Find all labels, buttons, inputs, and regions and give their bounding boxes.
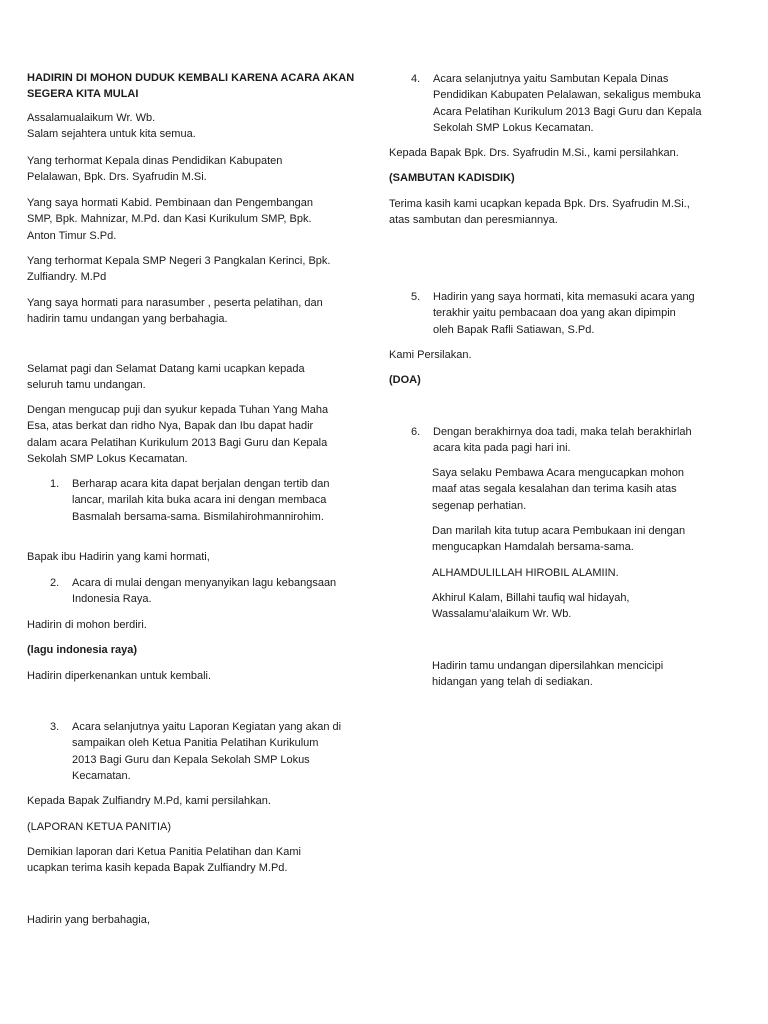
text-line: Kecamatan. (72, 770, 131, 783)
list-number: 2. (50, 577, 60, 589)
list-item-item-1 (50, 476, 330, 525)
paragraph-farewell (432, 590, 630, 623)
text-line: maaf atas segala kesalahan dan terima kasih atas (432, 483, 677, 496)
paragraph-refreshments (432, 658, 663, 691)
text-line: Sekolah SMP Lokus Kecamatan. (27, 453, 188, 466)
text-line: ALHAMDULILLAH HIROBIL ALAMIIN. (432, 567, 619, 579)
paragraph-invite-syafrudin (389, 145, 679, 161)
paragraph-heading (27, 70, 354, 103)
paragraph-address-end (27, 912, 150, 928)
text-line: oleh Bapak Rafli Satiawan, S.Pd. (433, 323, 595, 336)
paragraph-report (27, 819, 171, 835)
text-line: segenap perhatian. (432, 499, 527, 512)
text-line: Salam sejahtera untuk kita semua. (27, 128, 196, 141)
paragraph-apology (432, 465, 684, 514)
text-line: Hadirin yang berbahagia, (27, 914, 150, 926)
paragraph-report-thanks (27, 844, 301, 877)
list-number: 4. (411, 73, 421, 85)
text-line: Zulfiandry. M.Pd (27, 271, 107, 284)
list-item-item-5 (411, 289, 695, 338)
text-line: Hadirin di mohon berdiri. (27, 619, 147, 631)
text-line: acara kita pada pagi hari ini. (433, 442, 571, 455)
text-line: hidangan yang telah di sediakan. (432, 676, 593, 689)
text-line: Dengan berakhirnya doa tadi, maka telah berakhirlah (433, 426, 692, 438)
text-line: atas sambutan dan peresmiannya. (389, 214, 558, 227)
text-line: (SAMBUTAN KADISDIK) (389, 172, 515, 184)
paragraph-stand (27, 617, 147, 633)
text-line: Pendidikan Kabupaten Pelalawan, sekaligus membuka (433, 89, 701, 102)
text-line: Yang saya hormati Kabid. Pembinaan dan Pengembangan (27, 197, 313, 209)
text-line: Hadirin tamu undangan dipersilahkan mencicipi (432, 660, 664, 672)
paragraph-anthem (27, 642, 137, 658)
paragraph-address-audience (27, 549, 210, 565)
text-line: Sekolah SMP Lokus Kecamatan. (433, 122, 594, 135)
list-number: 3. (50, 721, 60, 733)
text-line: Hadirin yang saya hormati, kita memasuki acara yang (433, 291, 695, 303)
paragraph-gratitude (27, 402, 328, 468)
list-number: 5. (411, 291, 421, 303)
text-line: hadirin tamu undangan yang berbahagia. (27, 313, 228, 326)
text-line: Pelalawan, Bpk. Drs. Syafrudin M.Si. (27, 171, 207, 184)
paragraph-welcome (27, 361, 305, 394)
text-line: Acara di mulai dengan menyanyikan lagu kebangsaan (72, 577, 337, 589)
text-line: seluruh tamu undangan. (27, 379, 146, 392)
text-line: ucapkan terima kasih kepada Bapak Zulfiandry M.Pd. (27, 862, 288, 875)
text-line: Basmalah bersama-sama. Bismilahirohmannirohim. (72, 510, 324, 523)
list-item-item-2 (50, 575, 337, 608)
text-line: Esa, atas berkat dan ridho Nya, Bapak dan Ibu dapat hadir (27, 420, 314, 433)
text-line: Wassalamu’alaikum Wr. Wb. (432, 608, 572, 621)
text-line: dalam acara Pelatihan Kurikulum 2013 Bagi Guru dan Kepala (27, 436, 328, 449)
text-line: Assalamualaikum Wr. Wb. (27, 112, 156, 124)
text-line: Kepada Bapak Bpk. Drs. Syafrudin M.Si., kami persilahkan. (389, 147, 679, 159)
paragraph-invite-zulfiandry (27, 793, 271, 809)
paragraph-honor-guests (27, 295, 323, 328)
text-line: Yang saya hormati para narasumber , peserta pelatihan, dan (27, 297, 323, 309)
text-line: (DOA) (389, 374, 421, 386)
paragraph-speech (389, 170, 515, 186)
text-line: Kepada Bapak Zulfiandry M.Pd, kami persilahkan. (27, 795, 271, 807)
paragraph-hamdalah (432, 565, 619, 581)
text-line: sampaikan oleh Ketua Panitia Pelatihan Kurikulum (72, 737, 319, 750)
text-line: Kami Persilakan. (389, 349, 472, 361)
paragraph-closing (432, 523, 685, 556)
text-line: Anton Timur S.Pd. (27, 229, 117, 242)
text-line: Dengan mengucap puji dan syukur kepada Tuhan Yang Maha (27, 404, 329, 416)
text-line: Indonesia Raya. (72, 593, 152, 606)
text-line: Berharap acara kita dapat berjalan dengan tertib dan (72, 478, 330, 490)
list-item-item-3 (50, 719, 342, 785)
text-line: Yang terhormat Kepala dinas Pendidikan Kabupaten (27, 155, 283, 167)
text-line: Hadirin diperkenankan untuk kembali. (27, 670, 212, 682)
text-line: Terima kasih kami ucapkan kepada Bpk. Drs. Syafrudin M.Si., (389, 198, 690, 210)
text-line: Selamat pagi dan Selamat Datang kami ucapkan kepada (27, 363, 305, 375)
text-line: Acara selanjutnya yaitu Laporan Kegiatan yang akan di (72, 721, 342, 733)
paragraph-greeting (27, 110, 196, 143)
paragraph-prayer (389, 372, 421, 388)
text-line: HADIRIN DI MOHON DUDUK KEMBALI KARENA ACARA AKAN (27, 72, 355, 84)
text-line: terakhir yaitu pembacaan doa yang akan dipimpin (433, 307, 676, 320)
list-item-item-6 (411, 424, 692, 457)
paragraph-sit (27, 668, 211, 684)
paragraph-honor-kadis (27, 153, 282, 186)
text-line: Akhirul Kalam, Billahi taufiq wal hidayah, (432, 592, 630, 604)
list-number: 6. (411, 426, 421, 438)
text-line: Yang terhormat Kepala SMP Negeri 3 Pangkalan Kerinci, Bpk. (27, 255, 331, 267)
text-line: Demikian laporan dari Ketua Panitia Pelatihan dan Kami (27, 846, 301, 858)
paragraph-speech-thanks (389, 196, 690, 229)
text-line: Acara selanjutnya yaitu Sambutan Kepala Dinas (433, 73, 669, 85)
text-line: Acara Pelatihan Kurikulum 2013 Bagi Guru dan Kepala (433, 105, 702, 118)
text-line: SMP, Bpk. Mahnizar, M.Pd. dan Kasi Kurikulum SMP, Bpk. (27, 213, 312, 226)
paragraph-honor-kepsek (27, 253, 330, 286)
text-line: (lagu indonesia raya) (27, 644, 138, 656)
text-line: (LAPORAN KETUA PANITIA) (27, 821, 172, 833)
paragraph-honor-kabid (27, 195, 313, 244)
paragraph-invite-prayer (389, 347, 472, 363)
text-line: lancar, marilah kita buka acara ini dengan membaca (72, 494, 327, 507)
list-number: 1. (50, 478, 60, 490)
text-line: Bapak ibu Hadirin yang kami hormati, (27, 551, 210, 563)
text-line: 2013 Bagi Guru dan Kepala Sekolah SMP Lokus (72, 753, 310, 766)
text-line: Saya selaku Pembawa Acara mengucapkan mohon (432, 467, 684, 479)
text-line: SEGERA KITA MULAI (27, 88, 139, 101)
text-line: mengucapkan Hamdalah bersama-sama. (432, 541, 634, 554)
list-item-item-4 (411, 71, 702, 137)
text-line: Dan marilah kita tutup acara Pembukaan ini dengan (432, 525, 686, 537)
